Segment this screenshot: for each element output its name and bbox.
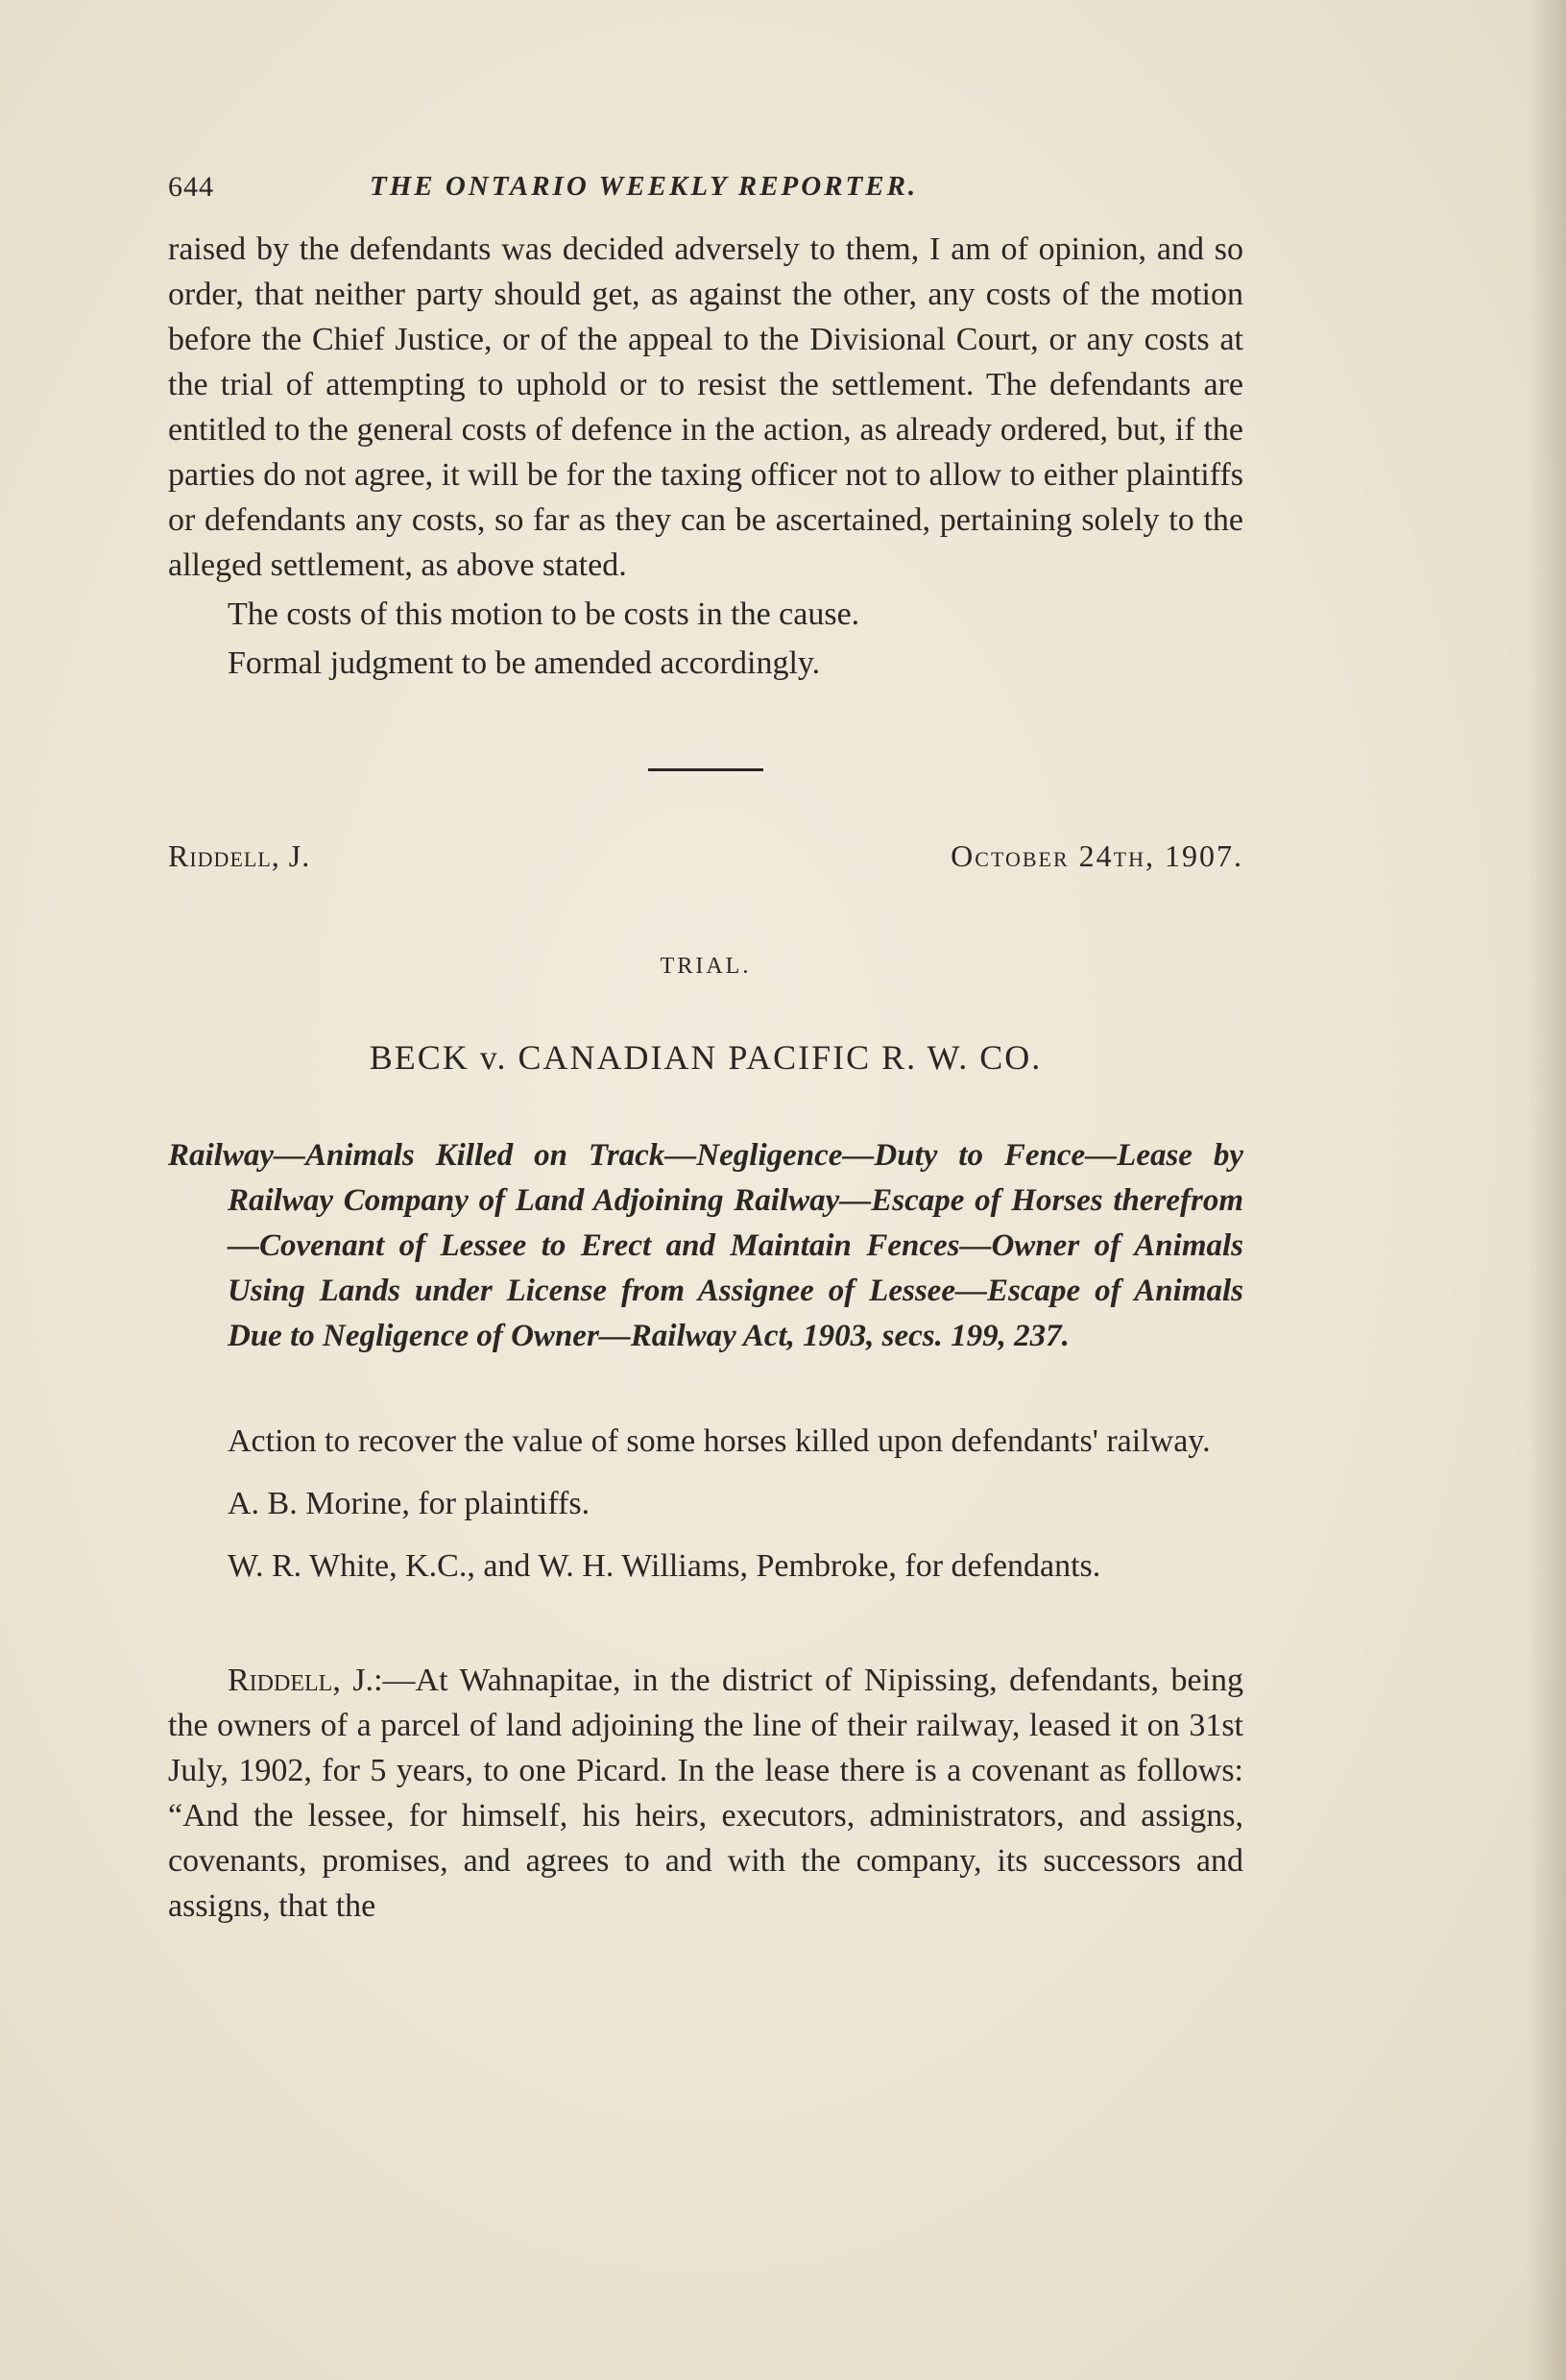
headnote: Railway—Animals Killed on Track—Negligence—Duty to Fence—Lease by Railway Company of Land Adjoining Railway—Escape of Horses therefrom—Covenant of Lessee to Erect and Maintain Fences—Owner of Animals Using Lands under License from Assignee of Lessee—Escape of Animals Due to Negligence of Owner—Railway Act, 1903, secs. 199, 237. (168, 1138, 1243, 1353)
case-judge-date-line (168, 838, 1243, 886)
judgment-text: :—At Wahnapitae, in the district of Nipissing, defendants, being the owners of a parcel of land adjoining the line of their railway, leased it on 31st July, 1902, for 5 years, to one Picard. In the lease there is a covenant as follows: “And the lessee, for himself, his heirs, executors, administrators, and assigns, covenants, promises, and agrees to and with the company, its successors and assigns, that the (168, 1663, 1244, 1924)
spacer (168, 1526, 1243, 1543)
case-date: October 24th, 1907. (951, 838, 1243, 873)
counsel-plaintiffs: A. B. Morine, for plaintiffs. (228, 1486, 590, 1521)
section-divider (648, 768, 763, 771)
page-number: 644 (168, 171, 214, 203)
judgment-judge: Riddell, J. (228, 1663, 374, 1698)
page-content (168, 161, 1243, 1929)
judgment-amended-paragraph: Formal judgment to be amended accordingly. (228, 645, 821, 681)
spacer (168, 1589, 1243, 1658)
case-judge: Riddell, J. (168, 838, 311, 873)
spacer (168, 1359, 1243, 1419)
continued-paragraph: raised by the defendants was decided adversely to them, I am of opinion, and so order, that neither party should get, as against the other, any costs of the motion before the Chief Justice, or of the appeal to the Divisional Court, or any costs at the trial of attempting to uphold or to resist the settlement. The defendants are entitled to the general costs of defence in the action, as already ordered, but, if the parties do not agree, it will be for the taxing officer not to allow to either plaintiffs or defendants any costs, so far as they can be ascertained, pertaining solely to the alleged settlement, as above stated. (168, 231, 1243, 583)
page-header (168, 161, 1243, 219)
proceeding-type: TRIAL. (660, 954, 752, 979)
costs-paragraph: The costs of this motion to be costs in the cause. (228, 596, 860, 632)
spacer (168, 1464, 1243, 1481)
action-description: Action to recover the value of some horses killed upon defendants' railway. (228, 1423, 1211, 1459)
counsel-defendants: W. R. White, K.C., and W. H. Williams, Pembroke, for defendants. (228, 1548, 1101, 1584)
judgment-paragraph (168, 1658, 1243, 1929)
case-title: BECK v. CANADIAN PACIFIC R. W. CO. (369, 1038, 1043, 1077)
running-head: THE ONTARIO WEEKLY REPORTER. (370, 171, 919, 202)
page-edge-shadow (1528, 0, 1566, 2380)
